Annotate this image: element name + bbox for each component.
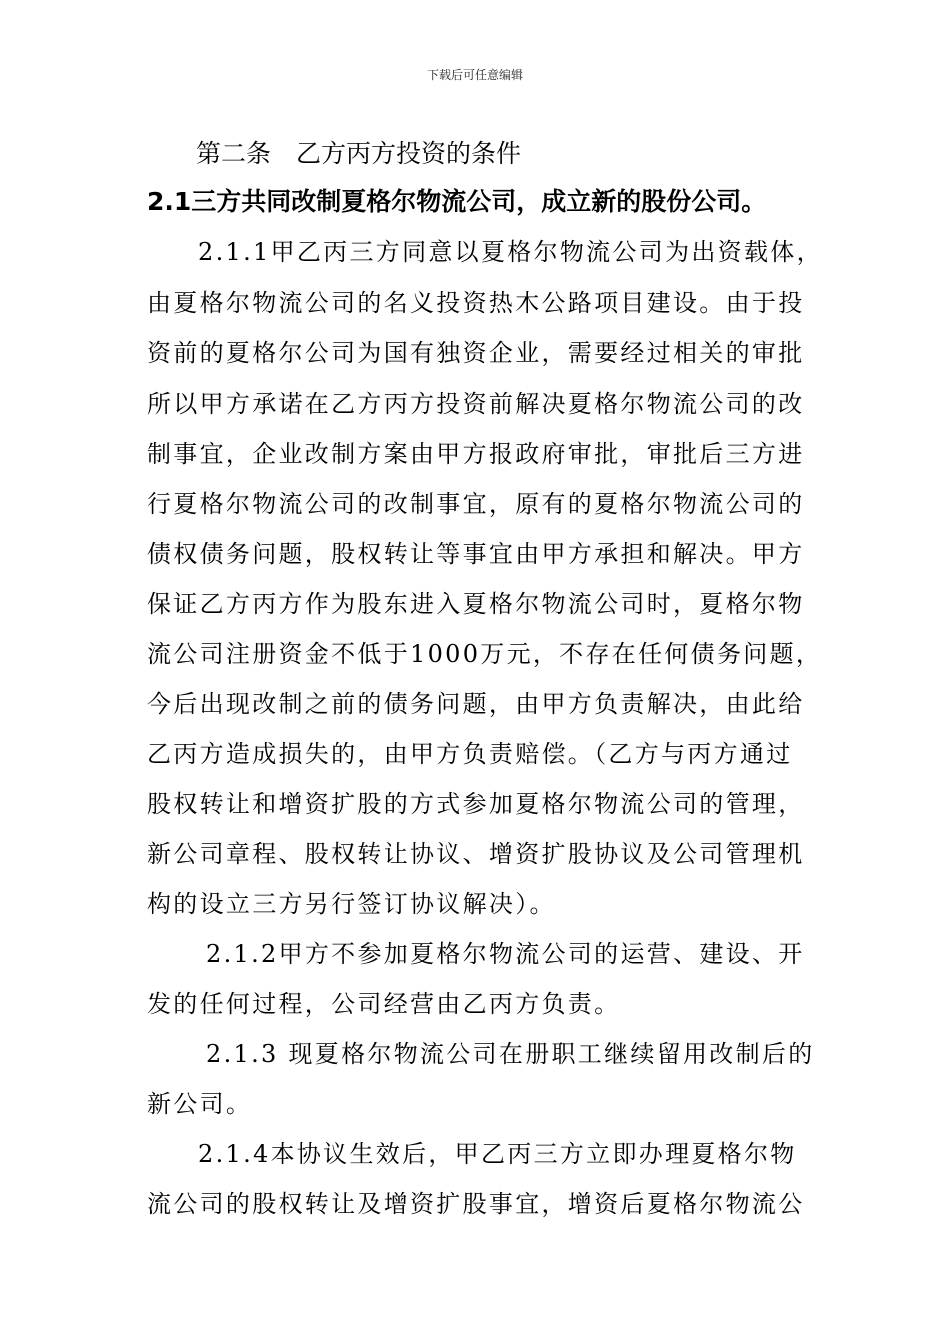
paragraph-line: 乙丙方造成损失的，由甲方负责赔偿。（乙方与丙方通过 [147, 740, 793, 768]
paragraph-line: 2.1.1甲乙丙三方同意以夏格尔物流公司为出资载体， [198, 238, 823, 266]
paragraph-line: 今后出现改制之前的债务问题，由甲方负责解决，由此给 [147, 690, 805, 718]
paragraph-line: 构的设立三方另行签订协议解决）。 [147, 890, 556, 918]
header-note: 下载后可任意编辑 [426, 68, 523, 82]
section-heading: 2.1三方共同改制夏格尔物流公司，成立新的股份公司。 [147, 187, 767, 216]
article-title: 第二条 乙方丙方投资的条件 [196, 139, 522, 168]
paragraph-line: 所以甲方承诺在乙方丙方投资前解决夏格尔物流公司的改 [147, 390, 805, 418]
paragraph-line: 2.1.2甲方不参加夏格尔物流公司的运营、建设、开 [206, 940, 805, 968]
paragraph-line: 行夏格尔物流公司的改制事宜，原有的夏格尔物流公司的 [147, 490, 805, 518]
paragraph-line: 资前的夏格尔公司为国有独资企业，需要经过相关的审批 [147, 339, 805, 367]
paragraph-line: 由夏格尔物流公司的名义投资热木公路项目建设。由于投 [147, 289, 805, 317]
paragraph-line: 债权债务问题，股权转让等事宜由甲方承担和解决。甲方 [147, 540, 805, 568]
paragraph-line: 新公司。 [147, 1090, 253, 1118]
paragraph-line: 2.1.4本协议生效后，甲乙丙三方立即办理夏格尔物 [198, 1140, 797, 1168]
paragraph-line: 制事宜，企业改制方案由甲方报政府审批，审批后三方进 [147, 440, 805, 468]
paragraph-line: 保证乙方丙方作为股东进入夏格尔物流公司时，夏格尔物 [147, 590, 805, 618]
paragraph-line: 新公司章程、股权转让协议、增资扩股协议及公司管理机 [147, 840, 805, 868]
paragraph-line: 发的任何过程，公司经营由乙丙方负责。 [147, 990, 621, 1018]
paragraph-line: 流公司的股权转让及增资扩股事宜，增资后夏格尔物流公 [147, 1190, 805, 1218]
paragraph-line: 流公司注册资金不低于1000万元，不存在任何债务问题， [147, 640, 823, 668]
paragraph-line: 2.1.3 现夏格尔物流公司在册职工继续留用改制后的 [206, 1040, 815, 1068]
paragraph-line: 股权转让和增资扩股的方式参加夏格尔物流公司的管理， [147, 790, 805, 818]
